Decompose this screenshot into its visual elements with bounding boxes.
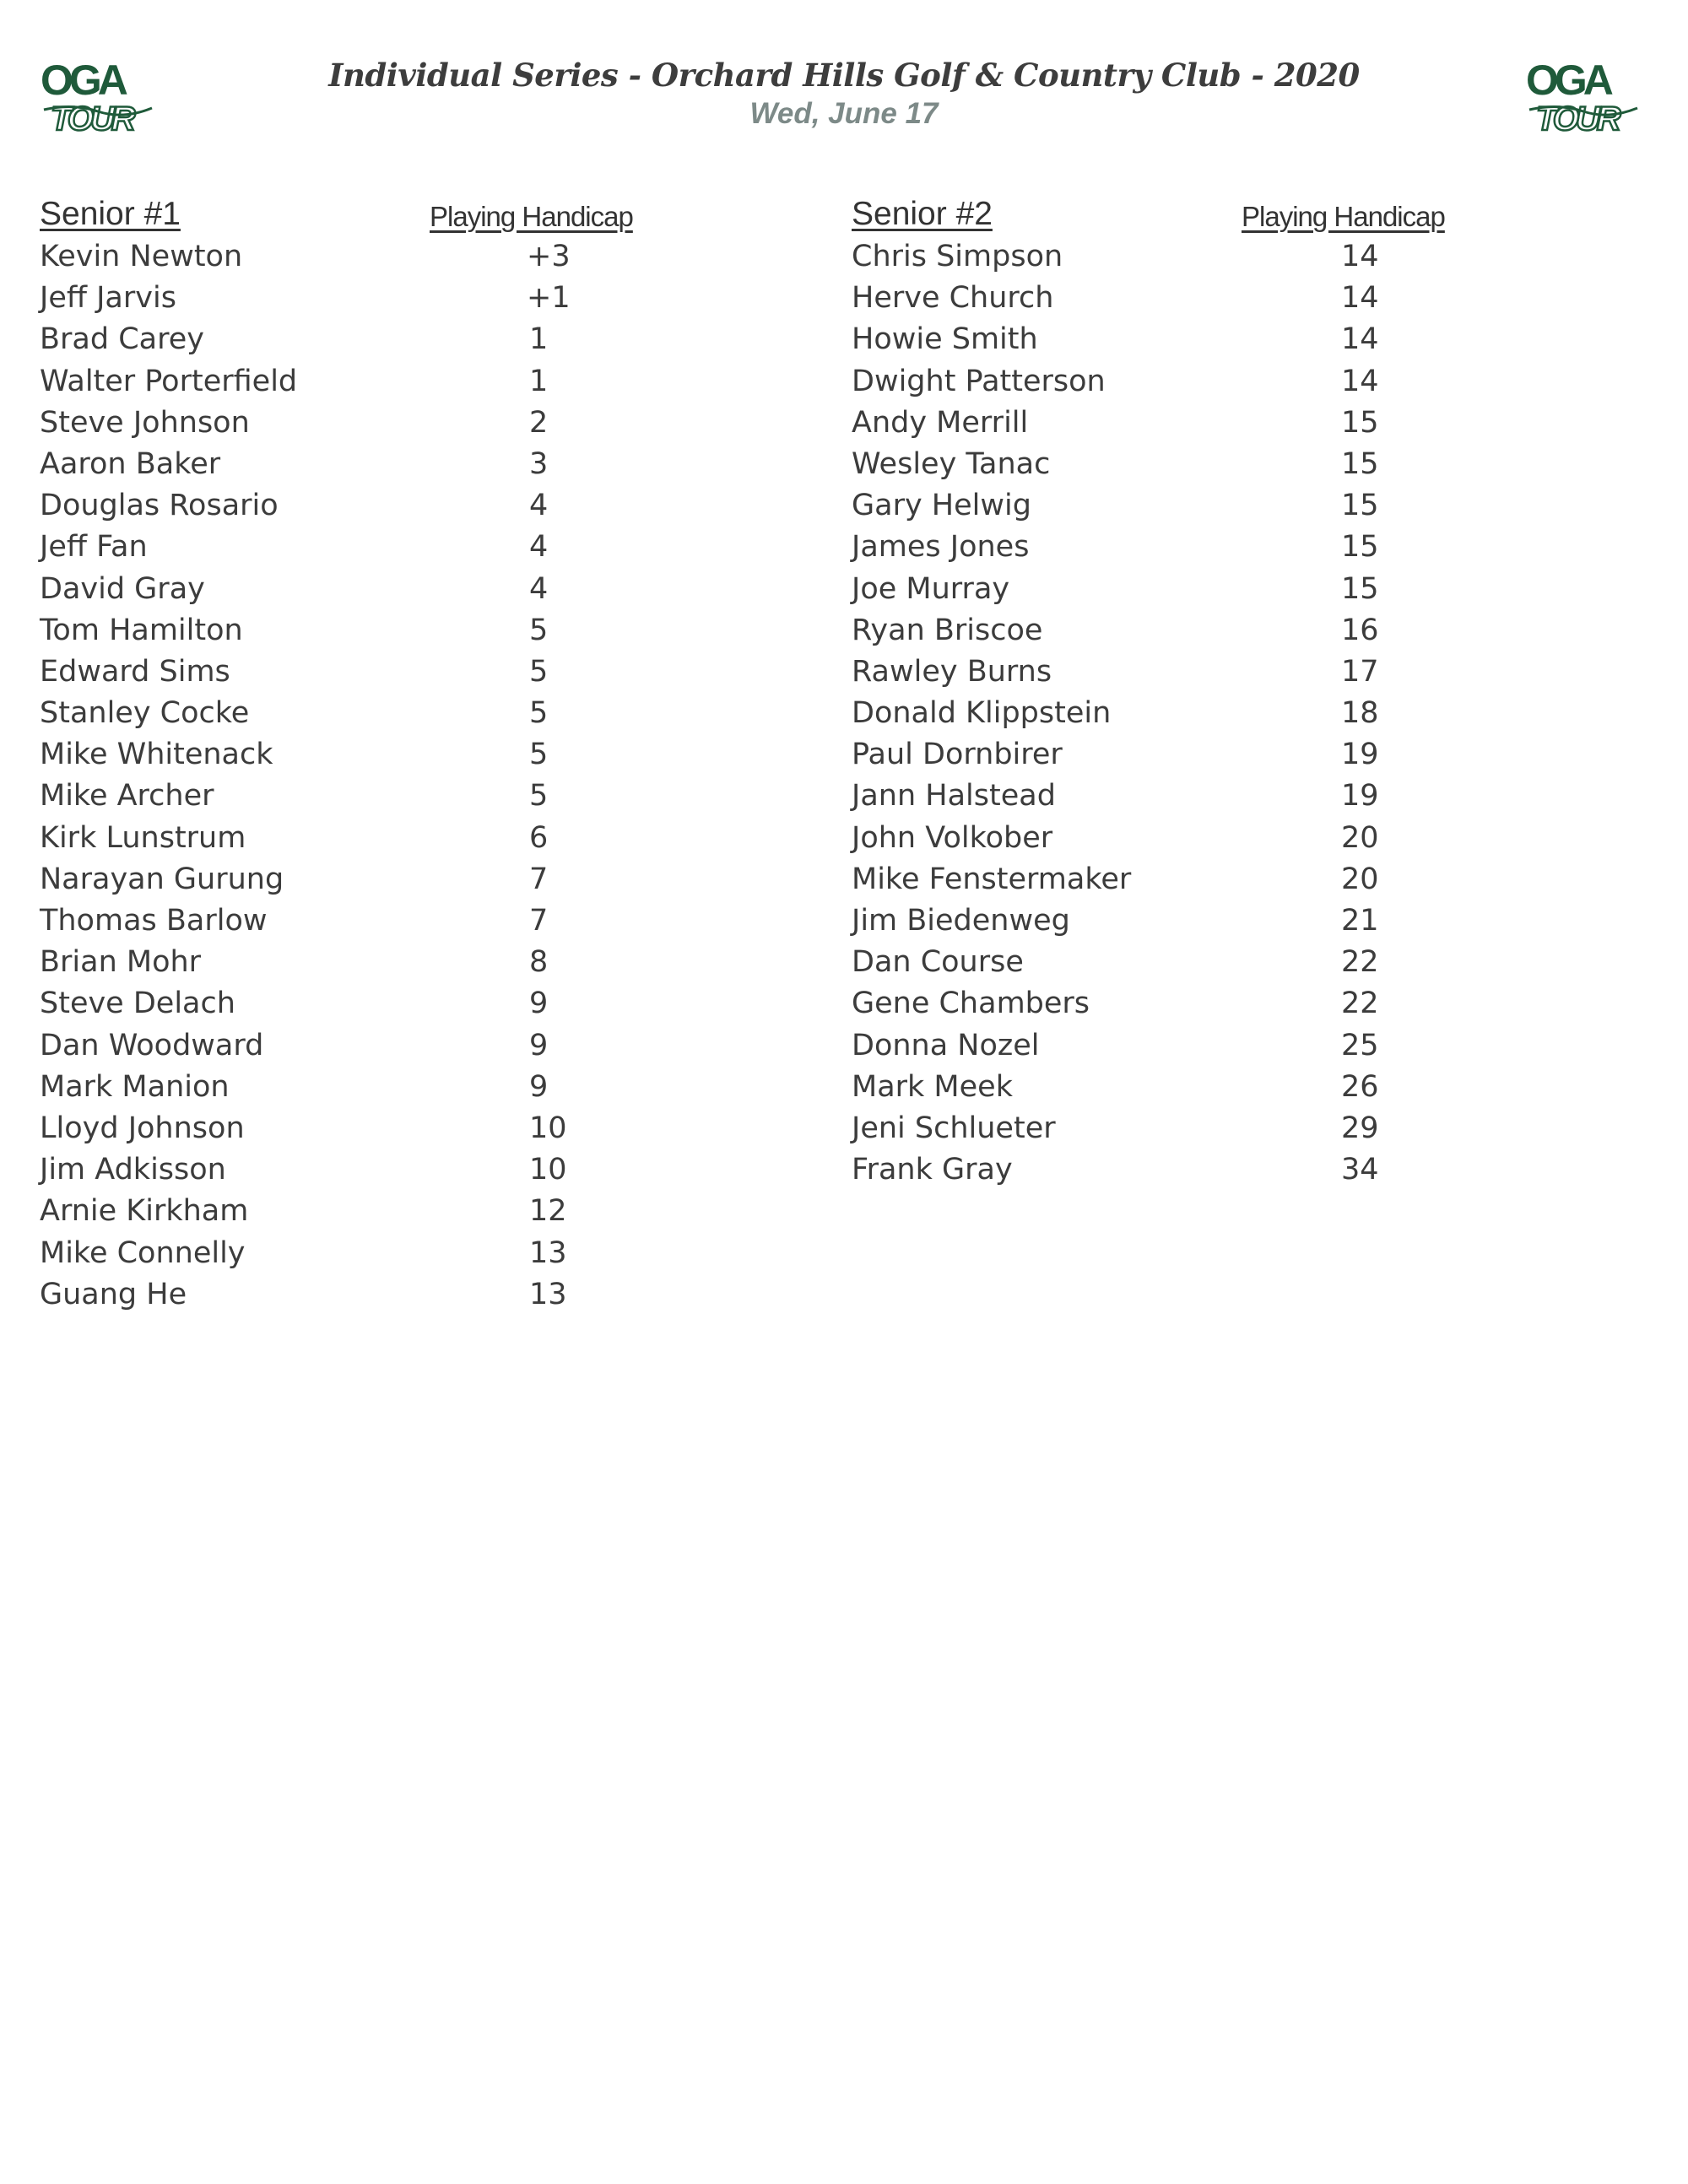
player-handicap: 22 bbox=[1341, 945, 1379, 980]
oga-tour-logo-icon bbox=[39, 57, 157, 135]
player-name: Gary Helwig bbox=[852, 489, 1031, 523]
player-name: Thomas Barlow bbox=[40, 904, 268, 938]
player-name: Brad Carey bbox=[40, 322, 204, 357]
player-handicap: 5 bbox=[529, 738, 549, 772]
player-name: Lloyd Johnson bbox=[40, 1111, 245, 1145]
player-handicap: 4 bbox=[529, 530, 549, 565]
player-handicap: 14 bbox=[1341, 322, 1379, 357]
player-name: Jeni Schlueter bbox=[852, 1111, 1056, 1145]
player-handicap: 16 bbox=[1341, 613, 1379, 647]
player-name: Stanley Cocke bbox=[40, 696, 250, 731]
player-handicap: 25 bbox=[1341, 1028, 1379, 1062]
player-name: Guang He bbox=[40, 1277, 187, 1311]
player-handicap: 1 bbox=[529, 364, 549, 398]
player-handicap: 15 bbox=[1341, 446, 1379, 481]
player-name: Herve Church bbox=[852, 281, 1054, 316]
player-name: Narayan Gurung bbox=[40, 862, 284, 896]
player-name: Edward Sims bbox=[40, 654, 230, 689]
page-header bbox=[253, 56, 1435, 133]
page-title: Individual Series - Orchard Hills Golf & Country Club - 2020 bbox=[328, 57, 1360, 94]
player-name: Frank Gray bbox=[852, 1153, 1013, 1187]
player-name: Wesley Tanac bbox=[852, 446, 1051, 481]
player-handicap: 21 bbox=[1341, 904, 1379, 938]
player-name: Arnie Kirkham bbox=[40, 1194, 249, 1229]
oga-tour-logo-icon bbox=[1524, 57, 1642, 135]
player-handicap: 14 bbox=[1341, 364, 1379, 398]
player-handicap: 4 bbox=[529, 489, 549, 523]
player-handicap: 5 bbox=[529, 696, 549, 731]
player-handicap: 18 bbox=[1341, 696, 1379, 731]
player-name: Ryan Briscoe bbox=[852, 613, 1043, 647]
player-name: Jeff Jarvis bbox=[40, 281, 176, 316]
player-name: Walter Porterfield bbox=[40, 364, 298, 398]
player-name: Mark Meek bbox=[852, 1069, 1013, 1104]
player-handicap: 14 bbox=[1341, 240, 1379, 273]
oga-tour-logo-left bbox=[39, 57, 157, 135]
player-handicap: 20 bbox=[1341, 820, 1379, 855]
player-name: Jim Biedenweg bbox=[852, 904, 1070, 938]
handicap-header: Playing Handicap bbox=[1242, 201, 1445, 232]
event-date: Wed, June 17 bbox=[749, 97, 939, 130]
player-handicap: 19 bbox=[1341, 779, 1379, 814]
player-name: Kirk Lunstrum bbox=[40, 820, 246, 855]
player-name: Donald Klippstein bbox=[852, 696, 1112, 731]
svg-text:TOUR: TOUR bbox=[51, 100, 133, 135]
flight-title: Senior #1 bbox=[40, 196, 181, 232]
player-name: Rawley Burns bbox=[852, 654, 1052, 689]
player-handicap: 17 bbox=[1341, 654, 1379, 689]
oga-tour-logo-right bbox=[1524, 57, 1642, 135]
player-name: Mike Archer bbox=[40, 779, 214, 814]
player-name: Brian Mohr bbox=[40, 945, 202, 980]
player-handicap: 22 bbox=[1341, 987, 1379, 1021]
player-name: Steve Johnson bbox=[40, 405, 250, 440]
player-handicap: 9 bbox=[529, 987, 549, 1021]
player-handicap: 20 bbox=[1341, 862, 1379, 896]
player-handicap: 9 bbox=[529, 1069, 549, 1104]
player-name: David Gray bbox=[40, 571, 205, 606]
player-name: Dan Woodward bbox=[40, 1028, 264, 1062]
player-handicap: 29 bbox=[1341, 1111, 1379, 1145]
player-handicap: 10 bbox=[529, 1111, 567, 1145]
player-handicap: 26 bbox=[1341, 1069, 1379, 1104]
player-handicap: 6 bbox=[529, 820, 549, 855]
player-handicap: +1 bbox=[527, 281, 571, 316]
player-handicap: 3 bbox=[529, 446, 549, 481]
player-name: Steve Delach bbox=[40, 987, 235, 1021]
player-handicap: 13 bbox=[529, 1277, 567, 1311]
handicap-header: Playing Handicap bbox=[430, 201, 633, 232]
player-name: Gene Chambers bbox=[852, 987, 1090, 1021]
player-handicap: 2 bbox=[529, 405, 549, 440]
player-name: Aaron Baker bbox=[40, 446, 221, 481]
player-handicap: 10 bbox=[529, 1153, 567, 1187]
player-name: John Volkober bbox=[852, 820, 1053, 855]
svg-text:OGA: OGA bbox=[41, 57, 124, 104]
player-name: Tom Hamilton bbox=[40, 613, 243, 647]
player-handicap: 15 bbox=[1341, 530, 1379, 565]
player-name: Kevin Newton bbox=[40, 240, 243, 273]
player-name: James Jones bbox=[852, 530, 1030, 565]
player-name: Andy Merrill bbox=[852, 405, 1029, 440]
player-name: Donna Nozel bbox=[852, 1028, 1040, 1062]
player-handicap: 5 bbox=[529, 654, 549, 689]
player-handicap: 15 bbox=[1341, 571, 1379, 606]
player-handicap: 15 bbox=[1341, 405, 1379, 440]
player-handicap: 9 bbox=[529, 1028, 549, 1062]
player-handicap: 7 bbox=[529, 904, 549, 938]
player-name: Paul Dornbirer bbox=[852, 738, 1063, 772]
player-handicap: 34 bbox=[1341, 1153, 1379, 1187]
player-handicap: 19 bbox=[1341, 738, 1379, 772]
player-handicap: 1 bbox=[529, 322, 549, 357]
player-name: Dwight Patterson bbox=[852, 364, 1106, 398]
svg-text:OGA: OGA bbox=[1526, 57, 1610, 104]
player-name: Mike Connelly bbox=[40, 1235, 246, 1270]
player-name: Dan Course bbox=[852, 945, 1024, 980]
player-name: Jann Halstead bbox=[852, 779, 1056, 814]
player-name: Jim Adkisson bbox=[40, 1153, 226, 1187]
player-name: Howie Smith bbox=[852, 322, 1038, 357]
player-name: Mike Fenstermaker bbox=[852, 862, 1132, 896]
player-handicap: 5 bbox=[529, 613, 549, 647]
player-name: Mark Manion bbox=[40, 1069, 230, 1104]
svg-text:TOUR: TOUR bbox=[1536, 100, 1618, 135]
player-handicap: 7 bbox=[529, 862, 549, 896]
player-handicap: 14 bbox=[1341, 281, 1379, 316]
player-name: Mike Whitenack bbox=[40, 738, 273, 772]
player-handicap: 15 bbox=[1341, 489, 1379, 523]
flight-title: Senior #2 bbox=[852, 196, 993, 232]
player-handicap: 5 bbox=[529, 779, 549, 814]
player-name: Jeff Fan bbox=[40, 530, 148, 565]
player-handicap: 4 bbox=[529, 571, 549, 606]
player-handicap: 12 bbox=[529, 1194, 567, 1229]
player-handicap: 13 bbox=[529, 1235, 567, 1270]
player-handicap: +3 bbox=[527, 240, 571, 273]
player-name: Joe Murray bbox=[852, 571, 1010, 606]
player-handicap: 8 bbox=[529, 945, 549, 980]
player-name: Chris Simpson bbox=[852, 240, 1063, 273]
player-name: Douglas Rosario bbox=[40, 489, 279, 523]
